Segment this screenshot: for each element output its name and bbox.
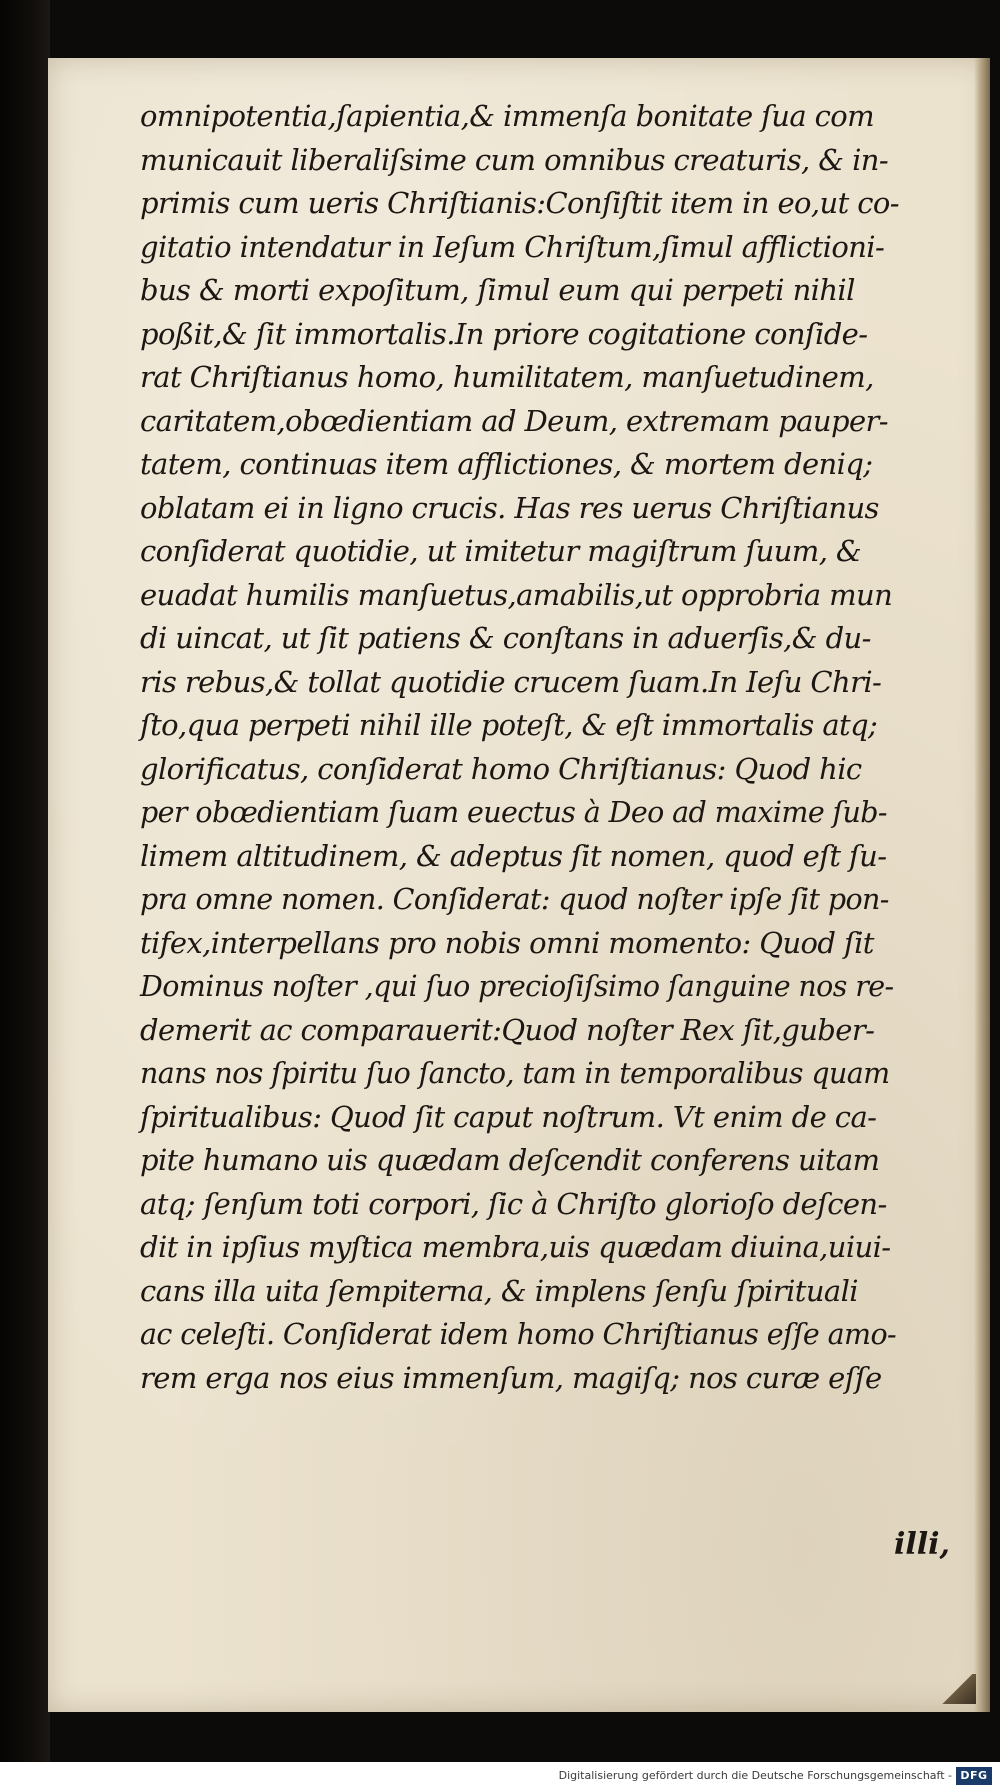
text-line: glorificatus, conſiderat homo Chriſtianus: Quod hic (140, 751, 862, 786)
text-line: conſiderat quotidie, ut imitetur magiſtrum ſuum, & (140, 534, 862, 568)
text-line: ac celeſti. Conſiderat idem homo Chriſtianus eſſe amo- (140, 1318, 897, 1351)
text-line: ſto,qua perpeti nihil ille poteſt, & eſt immortalis atq; (140, 708, 878, 742)
text-line: ris rebus,& tollat quotidie crucem ſuam.In Ieſu Chri- (140, 664, 882, 699)
text-line: pite humano uis quædam deſcendit conferens uitam (140, 1143, 880, 1177)
text-line: poßit,& ſit immortalis.In priore cogitatione conſide- (140, 316, 868, 351)
text-line: gitatio intendatur in Ieſum Chriſtum,ſimul afflictioni- (140, 229, 885, 264)
text-line: primis cum ueris Chriſtianis:Conſiſtit item in eo,ut co- (140, 186, 899, 220)
text-line: atq; ſenſum toti corpori, ſic à Chriſto glorioſo deſcen- (140, 1186, 887, 1221)
text-line: omnipotentia,ſapientia,& immenſa bonitate ſua com (140, 99, 875, 133)
catchword-row (140, 1525, 950, 1565)
text-line: nans nos ſpiritu ſuo ſancto, tam in temporalibus quam (140, 1057, 890, 1090)
text-line: demerit ac comparauerit:Quod noſter Rex ſit,guber- (140, 1012, 875, 1047)
text-line: tifex,interpellans pro nobis omni momento: Quod ſit (140, 925, 874, 960)
text-line: pra omne nomen. Conſiderat: quod noſter ipſe ſit pon- (140, 883, 889, 916)
text-line: rat Chriſtianus homo, humilitatem, manſuetudinem, (140, 360, 874, 394)
text-line: cans illa uita ſempiterna, & implens ſenſu ſpirituali (140, 1273, 858, 1308)
body-text (140, 95, 900, 1400)
text-line: caritatem,obœdientiam ad Deum, extremam pauper- (140, 403, 888, 438)
text-line: euadat humilis manſuetus,amabilis,ut opprobria mun (140, 577, 893, 612)
page-corner-damage (938, 1674, 976, 1704)
funding-credit: Digitalisierung gefördert durch die Deutsche Forschungsgemeinschaft - (558, 1769, 952, 1782)
text-line: oblatam ei in ligno crucis. Has res uerus Chriſtianus (140, 490, 879, 525)
dfg-logo: DFG (956, 1767, 992, 1785)
text-line: tatem, continuas item afflictiones, & mortem deniq; (140, 447, 873, 481)
text-line: dit in ipſius myſtica membra,uis quædam diuina,uiui- (140, 1230, 891, 1264)
text-line: per obœdientiam ſuam euectus à Deo ad maxime ſub- (140, 796, 887, 829)
text-line: Dominus noſter ,qui ſuo precioſiſsimo ſanguine nos re- (140, 970, 894, 1003)
page-edge (974, 58, 990, 1712)
text-line: municauit liberaliſsime cum omnibus creaturis, & in- (140, 142, 889, 177)
footer-bar (0, 1762, 1000, 1791)
catchword: illi, (893, 1527, 950, 1562)
text-line: bus & morti expoſitum, ſimul eum qui perpeti nihil (140, 273, 855, 307)
text-line: rem erga nos eius immenſum, magiſq; nos curæ eſſe (140, 1360, 882, 1395)
text-line: di uincat, ut ſit patiens & conſtans in aduerſis,& du- (140, 621, 871, 655)
text-line: ſpiritualibus: Quod ſit caput noſtrum. Vt enim de ca- (140, 1099, 877, 1134)
text-line: limem altitudinem, & adeptus ſit nomen, quod eſt ſu- (140, 838, 887, 873)
